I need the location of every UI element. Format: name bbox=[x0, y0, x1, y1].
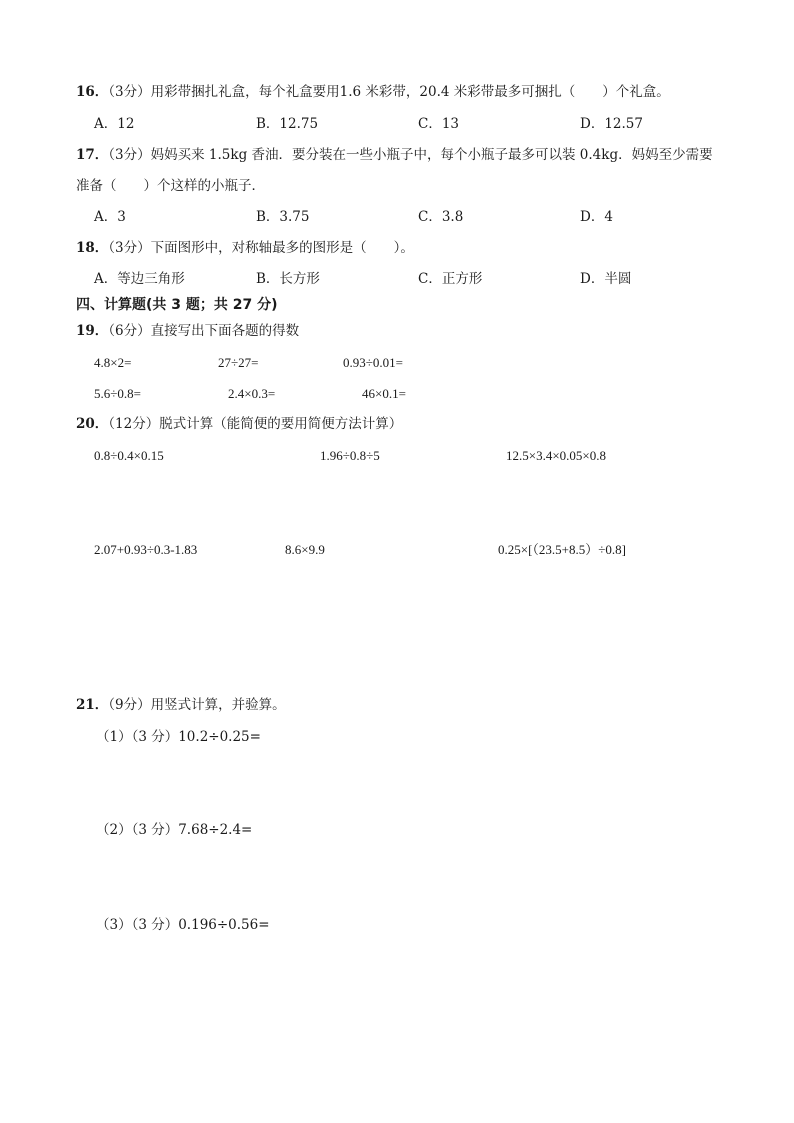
expression: 0.25×[（23.5+8.5）÷0.8] bbox=[498, 542, 626, 557]
option-a: A．等边三角形 bbox=[94, 271, 185, 287]
question-text: （3分）妈妈买来 1.5kg 香油．要分装在一些小瓶子中，每个小瓶子最多可以装 0.4kg．妈妈至少需要 bbox=[108, 147, 713, 163]
question-17 bbox=[76, 147, 713, 163]
option-b: B．12.75 bbox=[256, 116, 319, 132]
question-text-continued: 准备（ ）个这样的小瓶子． bbox=[76, 178, 265, 194]
option-a: A．12 bbox=[94, 116, 135, 132]
expression: 4.8×2= bbox=[94, 355, 132, 370]
option-d: D．12.57 bbox=[580, 116, 643, 132]
expression: 2.07+0.93÷0.3-1.83 bbox=[94, 542, 198, 557]
expression: 5.6÷0.8= bbox=[94, 386, 141, 401]
question-18 bbox=[76, 240, 414, 256]
expression: 1.96÷0.8÷5 bbox=[320, 448, 380, 463]
question-text: （6分）直接写出下面各题的得数 bbox=[108, 323, 300, 339]
option-c: C．正方形 bbox=[418, 271, 483, 287]
sub-question-2: （2）（3 分）7.68÷2.4= bbox=[96, 822, 253, 838]
question-number: 17． bbox=[76, 147, 109, 163]
question-text: （12分）脱式计算（能简便的要用简便方法计算） bbox=[108, 416, 403, 432]
expression: 0.93÷0.01= bbox=[343, 355, 403, 370]
option-c: C．13 bbox=[418, 116, 460, 132]
expression: 0.8÷0.4×0.15 bbox=[94, 448, 164, 463]
expression: 2.4×0.3= bbox=[228, 386, 276, 401]
question-number: 18． bbox=[76, 240, 109, 256]
section-heading: 四、计算题(共 3 题；共 27 分) bbox=[76, 297, 278, 313]
question-number: 16． bbox=[76, 84, 109, 100]
question-number: 20． bbox=[76, 416, 109, 432]
question-21 bbox=[76, 697, 286, 713]
sub-question-1: （1）（3 分）10.2÷0.25= bbox=[96, 729, 261, 745]
option-b: B．3.75 bbox=[256, 209, 310, 225]
expression: 27÷27= bbox=[218, 355, 259, 370]
option-d: D．半圆 bbox=[580, 271, 632, 287]
expression: 46×0.1= bbox=[362, 386, 406, 401]
question-20 bbox=[76, 416, 402, 432]
question-number: 21． bbox=[76, 697, 109, 713]
sub-question-3: （3）（3 分）0.196÷0.56= bbox=[96, 917, 270, 933]
question-text: （3分）下面图形中，对称轴最多的图形是（ ）。 bbox=[108, 240, 414, 256]
option-c: C．3.8 bbox=[418, 209, 464, 225]
expression: 8.6×9.9 bbox=[285, 542, 325, 557]
question-number: 19． bbox=[76, 323, 109, 339]
question-text: （3分）用彩带捆扎礼盒，每个礼盒要用1.6 米彩带，20.4 米彩带最多可捆扎（ ）个礼盒。 bbox=[108, 84, 670, 100]
option-d: D．4 bbox=[580, 209, 613, 225]
question-19 bbox=[76, 323, 299, 339]
option-b: B．长方形 bbox=[256, 271, 320, 287]
question-16 bbox=[76, 84, 670, 100]
expression: 12.5×3.4×0.05×0.8 bbox=[506, 448, 606, 463]
option-a: A．3 bbox=[94, 209, 126, 225]
question-text: （9分）用竖式计算，并验算。 bbox=[108, 697, 286, 713]
